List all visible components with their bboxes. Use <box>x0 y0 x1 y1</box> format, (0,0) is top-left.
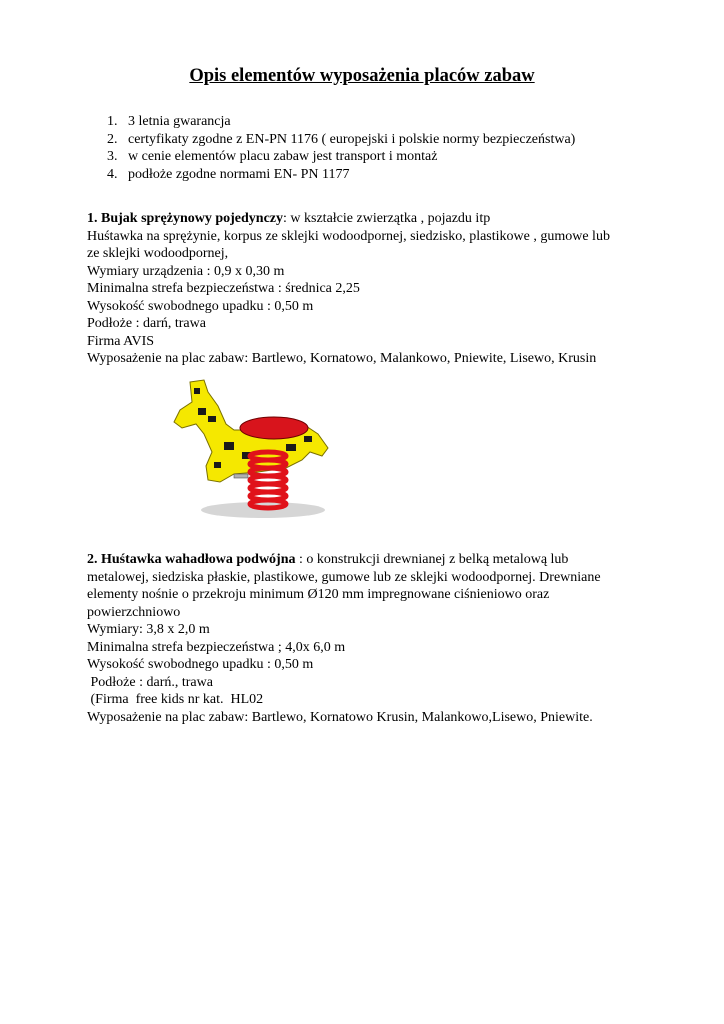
list-number: 3. <box>107 149 118 164</box>
handle-bar <box>234 474 248 478</box>
section-spring-rider <box>87 210 647 368</box>
description-line: Huśtawka na sprężynie, korpus ze sklejki wodoodpornej, siedzisko, plastikowe , gumowe lub <box>87 228 610 244</box>
ground-type: Podłoże : darń, trawa <box>87 316 206 331</box>
list-item <box>107 148 575 166</box>
list-text: certyfikaty zgodne z EN-PN 1176 ( europejski i polskie normy bezpieczeństwa) <box>128 131 576 147</box>
list-number: 1. <box>107 114 118 129</box>
description-line: ze sklejki wodoodpornej, <box>87 246 229 261</box>
heading-bold: 2. Huśtawka wahadłowa podwójna <box>87 552 296 567</box>
list-text: 3 letnia gwarancja <box>128 114 231 129</box>
list-item <box>107 113 575 131</box>
dimensions: Wymiary: 3,8 x 2,0 m <box>87 622 210 637</box>
list-item <box>107 131 575 149</box>
description-line: metalowej, siedziska płaskie, plastikowe, gumowe lub ze sklejki wodoodpornej. Drewniane <box>87 569 601 585</box>
seat <box>240 417 308 439</box>
heading-rest: : w kształcie zwierzątka , pojazdu itp <box>283 211 491 226</box>
list-item <box>107 166 575 184</box>
heading-bold: 1. Bujak sprężynowy pojedynczy <box>87 211 284 226</box>
safety-zone: Minimalna strefa bezpieczeństwa : średnica 2,25 <box>87 281 360 296</box>
ground-type: Podłoże : darń., trawa <box>87 674 213 690</box>
list-text: podłoże zgodne normami EN- PN 1177 <box>128 166 350 182</box>
features-list <box>107 113 575 183</box>
heading-rest: : o konstrukcji drewnianej z belką metalową lub <box>295 552 569 567</box>
section-heading <box>87 210 647 228</box>
list-number: 2. <box>107 131 118 147</box>
company: (Firma free kids nr kat. HL02 <box>87 692 264 707</box>
spring-rider-giraffe-image <box>168 376 334 522</box>
description-line: elementy nośnie o przekroju minimum Ø120 mm impregnowane ciśnieniowo oraz <box>87 587 550 602</box>
equipment-locations: Wyposażenie na plac zabaw: Bartlewo, Kornatowo Krusin, Malankowo,Lisewo, Pniewite. <box>87 709 593 725</box>
list-text: w cenie elementów placu zabaw jest transport i montaż <box>128 149 438 164</box>
company: Firma AVIS <box>87 333 155 349</box>
safety-zone: Minimalna strefa bezpieczeństwa ; 4,0x 6,0 m <box>87 639 346 655</box>
dimensions: Wymiary urządzenia : 0,9 x 0,30 m <box>87 263 285 279</box>
fall-height: Wysokość swobodnego upadku : 0,50 m <box>87 298 314 314</box>
description-line: powierzchniowo <box>87 604 181 620</box>
page-title: Opis elementów wyposażenia placów zabaw <box>189 66 535 86</box>
section-swing <box>87 551 647 726</box>
section-heading <box>87 551 647 569</box>
list-number: 4. <box>107 166 118 182</box>
fall-height: Wysokość swobodnego upadku : 0,50 m <box>87 657 314 672</box>
equipment-locations: Wyposażenie na plac zabaw: Bartlewo, Kornatowo, Malankowo, Pniewite, Lisewo, Krusin <box>87 351 597 366</box>
spring <box>250 452 286 508</box>
